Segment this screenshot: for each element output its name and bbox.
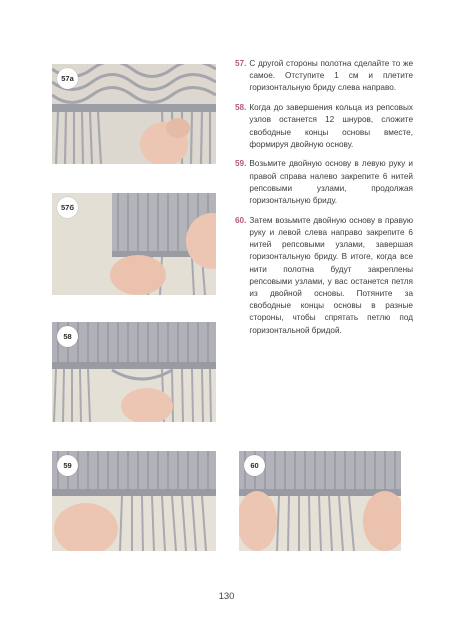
step-text: С другой стороны полотна сделайте то же самое. Отступите 1 см и плетите горизонтальную бриду слева направо. [249, 59, 413, 93]
step-text: Возьмите двойную основу в левую руку и правой справа налево закрепите 6 нитей репсовыми узлами, продолжая горизонтальную бриду. [249, 159, 413, 206]
page-number: 130 [218, 591, 235, 602]
step-number: 60. [235, 215, 247, 225]
photo-57b [52, 193, 216, 295]
instruction-steps [235, 58, 413, 344]
photo-label-badge: 60 [244, 455, 265, 476]
step-57 [235, 58, 413, 95]
photo-58 [52, 322, 216, 422]
photo-label-badge: 57а [57, 68, 78, 89]
step-number: 58. [235, 103, 247, 113]
photo-label-badge: 57б [57, 197, 78, 218]
step-text: Когда до завершения кольца из репсовых узлов останется 12 шнуров, сложите свободные концы основы вместе, формируя двойную основу. [249, 103, 413, 149]
step-number: 57. [235, 59, 247, 68]
photo-57a [52, 64, 216, 164]
step-60 [235, 215, 413, 337]
step-text: Затем возьмите двойную основу в правую руку и левой слева направо закрепите 6 нитей репсовыми узлами, завершая горизонтальную бриду. В итоге, когда все нити полотна будут закреплены репсовыми узлами, у вас останется петля из двойной основы. Потяните за свободные концы основы в разные стороны, чтобы спрятать петлю под горизонтальной бридой. [249, 215, 413, 335]
photo-label-badge: 59 [57, 455, 78, 476]
photo-label-badge: 58 [57, 326, 78, 347]
photo-60 [239, 451, 401, 551]
step-59 [235, 158, 413, 207]
step-number: 59. [235, 159, 247, 169]
photo-59 [52, 451, 216, 551]
step-58 [235, 102, 413, 151]
